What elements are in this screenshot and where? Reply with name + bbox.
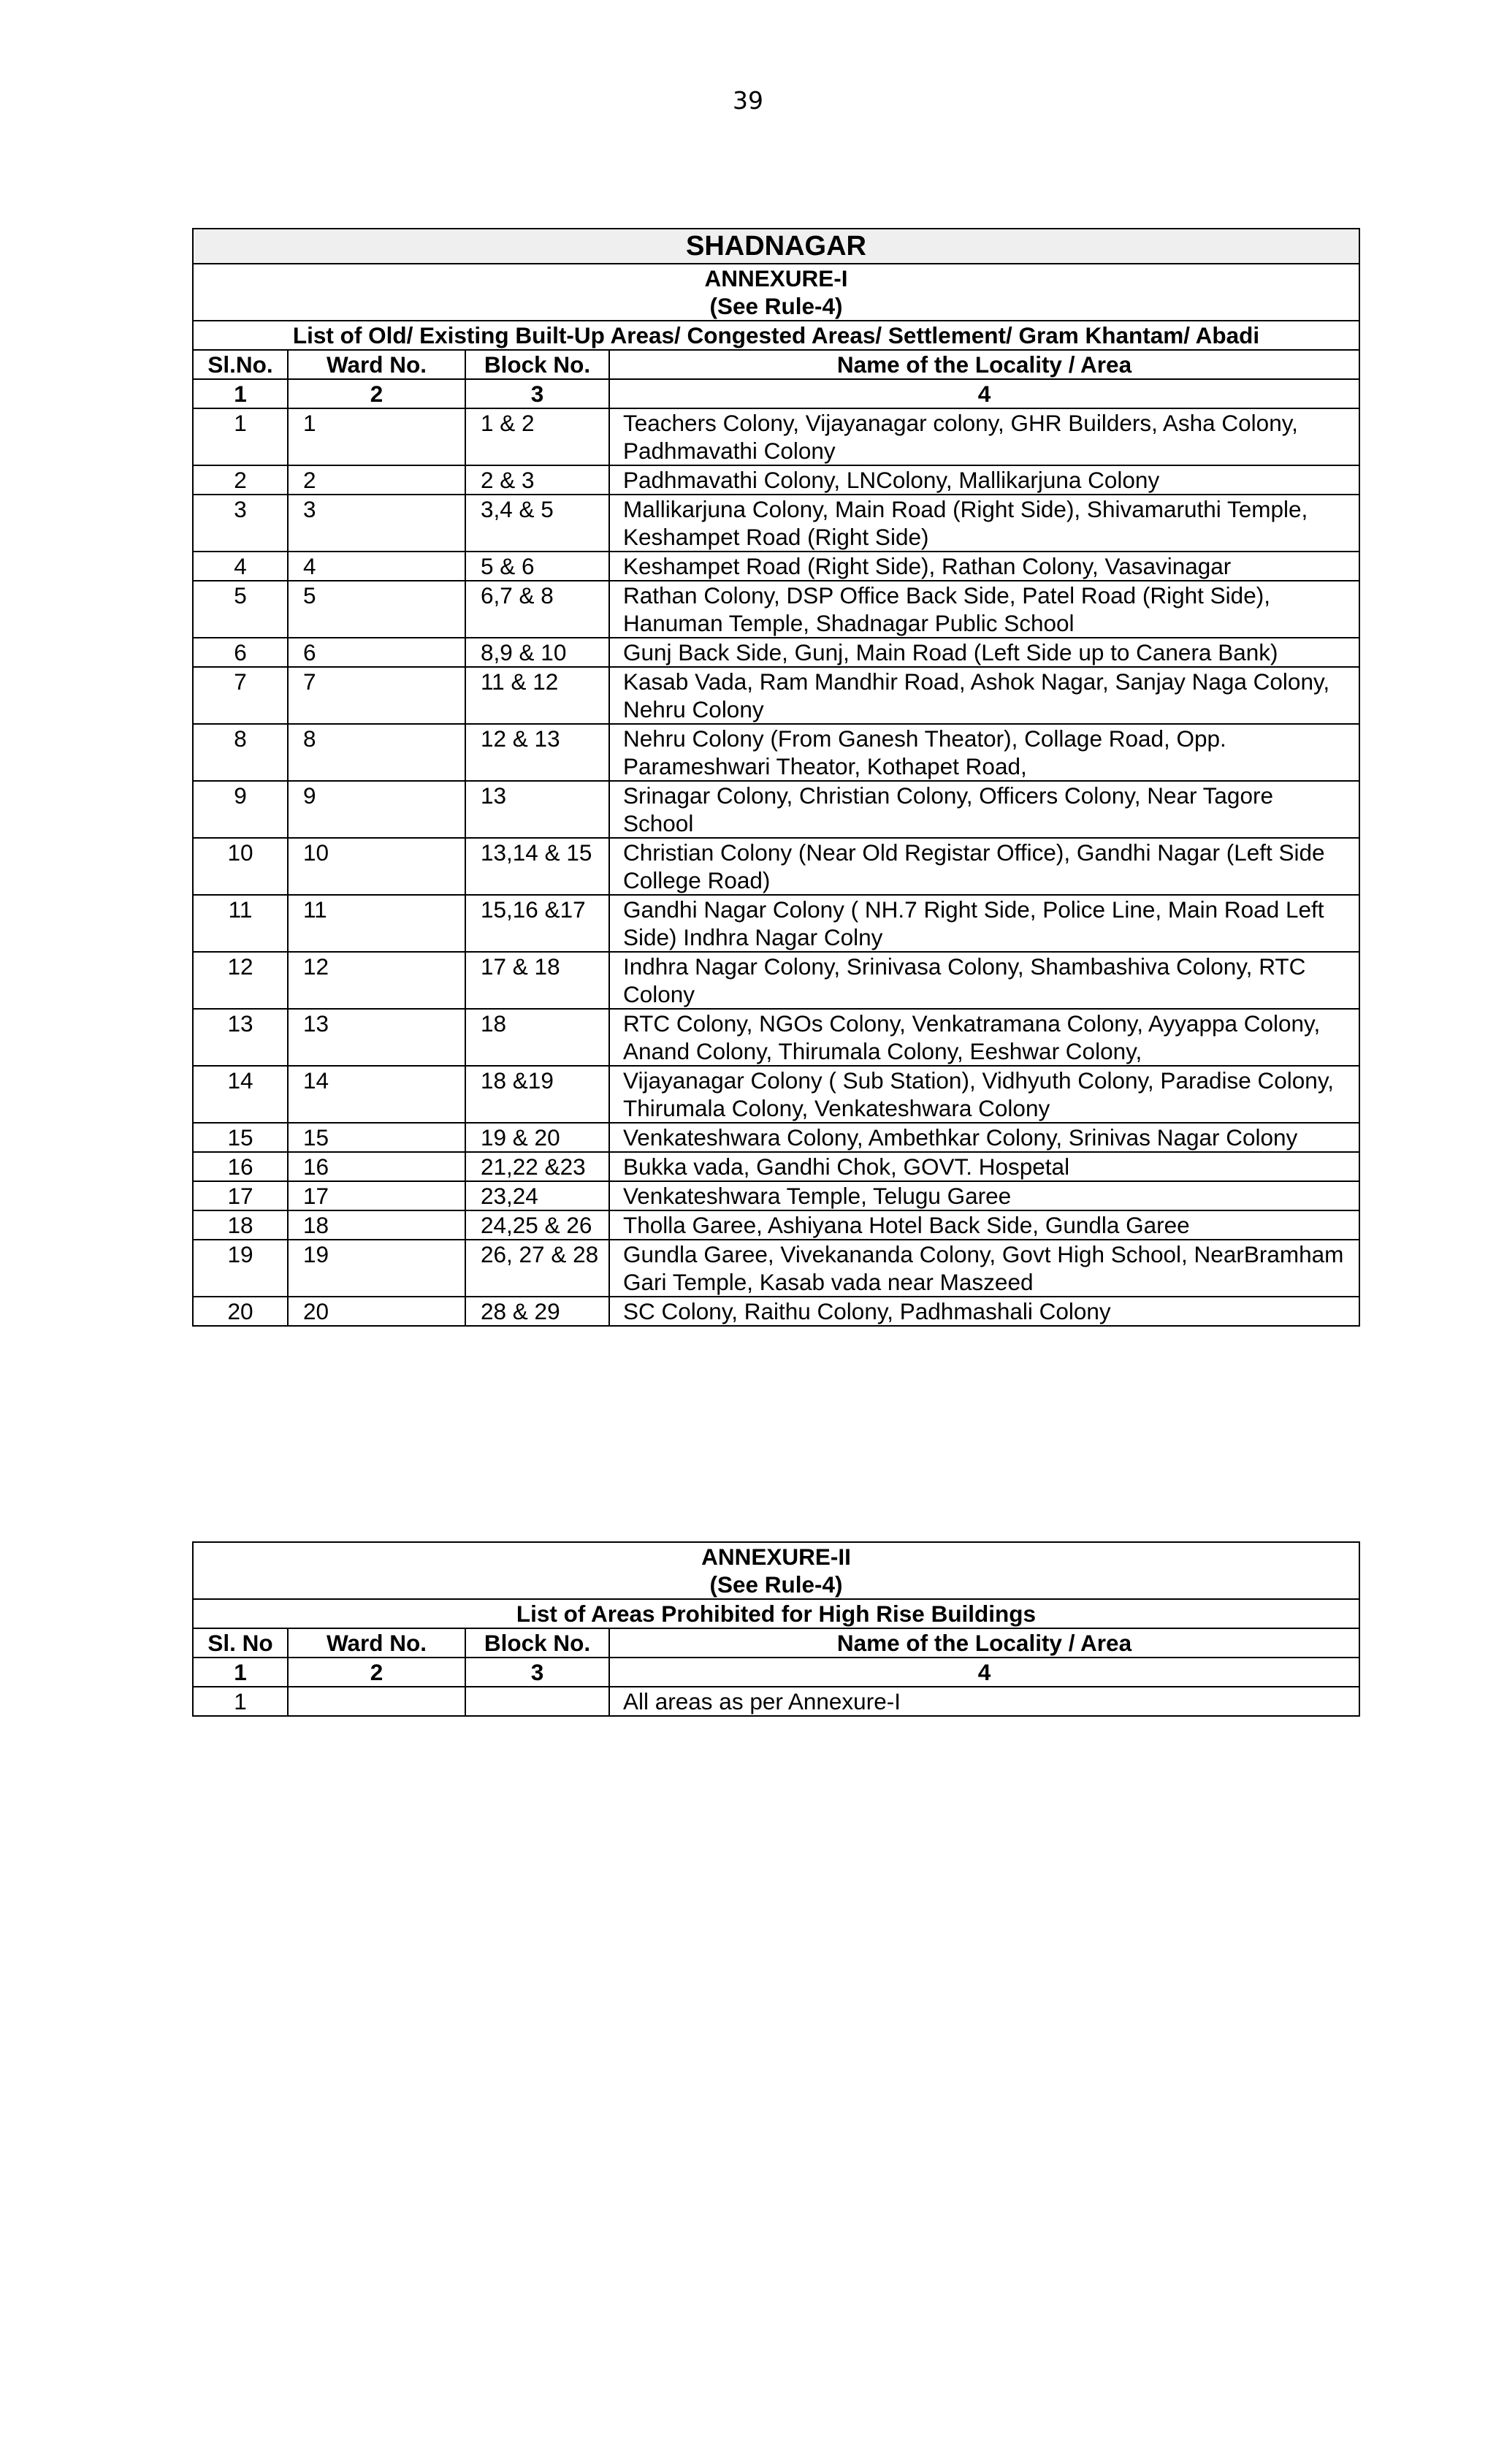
- sl-no-cell: 6: [193, 638, 288, 667]
- sl-no-cell: 15: [193, 1123, 288, 1152]
- table-row: [193, 667, 1359, 724]
- ward-no-cell: 3: [288, 495, 465, 552]
- ward-no-cell: 7: [288, 667, 465, 724]
- ward-no-cell: 8: [288, 724, 465, 781]
- header-ward-no: Ward No.: [288, 350, 465, 379]
- annexure-1-title: ANNEXURE-I: [704, 265, 848, 291]
- column-number: 4: [609, 1658, 1359, 1687]
- column-number: 3: [465, 379, 609, 408]
- annexure-2-header-row: [193, 1628, 1359, 1658]
- header-locality-name: Name of the Locality / Area: [609, 350, 1359, 379]
- table-row: [193, 1066, 1359, 1123]
- ward-no-cell: 2: [288, 465, 465, 495]
- sl-no-cell: 12: [193, 952, 288, 1009]
- table-row: [193, 952, 1359, 1009]
- sl-no-cell: 18: [193, 1210, 288, 1240]
- table-row: [193, 1123, 1359, 1152]
- locality-cell: Mallikarjuna Colony, Main Road (Right Side), Shivamaruthi Temple, Keshampet Road (Right Side): [609, 495, 1359, 552]
- table-row: [193, 638, 1359, 667]
- header-sl-no: Sl.No.: [193, 350, 288, 379]
- block-no-cell: 1 & 2: [465, 408, 609, 465]
- locality-cell: SC Colony, Raithu Colony, Padhmashali Colony: [609, 1297, 1359, 1326]
- ward-no-cell: 20: [288, 1297, 465, 1326]
- table-row: [193, 465, 1359, 495]
- sl-no-cell: 10: [193, 838, 288, 895]
- table-row: [193, 1687, 1359, 1716]
- locality-cell: Venkateshwara Temple, Telugu Garee: [609, 1181, 1359, 1210]
- annexure-1-rule: (See Rule-4): [709, 293, 843, 319]
- header-locality-name: Name of the Locality / Area: [609, 1628, 1359, 1658]
- header-sl-no: Sl. No: [193, 1628, 288, 1658]
- ward-no-cell: 18: [288, 1210, 465, 1240]
- sl-no-cell: 17: [193, 1181, 288, 1210]
- sl-no-cell: 2: [193, 465, 288, 495]
- column-number: 2: [288, 1658, 465, 1687]
- sl-no-cell: 8: [193, 724, 288, 781]
- locality-cell: Gunj Back Side, Gunj, Main Road (Left Side up to Canera Bank): [609, 638, 1359, 667]
- table-row: [193, 1210, 1359, 1240]
- sl-no-cell: 20: [193, 1297, 288, 1326]
- annexure-1-heading: [193, 264, 1359, 321]
- block-no-cell: 3,4 & 5: [465, 495, 609, 552]
- locality-cell: Nehru Colony (From Ganesh Theator), Collage Road, Opp. Parameshwari Theator, Kothapet Road,: [609, 724, 1359, 781]
- block-no-cell: 2 & 3: [465, 465, 609, 495]
- block-no-cell: [465, 1687, 609, 1716]
- ward-no-cell: 4: [288, 552, 465, 581]
- ward-no-cell: 11: [288, 895, 465, 952]
- block-no-cell: 21,22 &23: [465, 1152, 609, 1181]
- annexure-2-column-number-row: [193, 1658, 1359, 1687]
- block-no-cell: 17 & 18: [465, 952, 609, 1009]
- sl-no-cell: 14: [193, 1066, 288, 1123]
- block-no-cell: 15,16 &17: [465, 895, 609, 952]
- annexure-2-title: ANNEXURE-II: [701, 1544, 851, 1570]
- header-block-no: Block No.: [465, 350, 609, 379]
- table-row: [193, 838, 1359, 895]
- sl-no-cell: 9: [193, 781, 288, 838]
- table-row: [193, 1009, 1359, 1066]
- table-row: [193, 552, 1359, 581]
- block-no-cell: 26, 27 & 28: [465, 1240, 609, 1297]
- locality-cell: Kasab Vada, Ram Mandhir Road, Ashok Nagar, Sanjay Naga Colony, Nehru Colony: [609, 667, 1359, 724]
- table-row: [193, 581, 1359, 638]
- locality-cell: Vijayanagar Colony ( Sub Station), Vidhyuth Colony, Paradise Colony, Thirumala Colony, Venkateshwara Colony: [609, 1066, 1359, 1123]
- sl-no-cell: 4: [193, 552, 288, 581]
- block-no-cell: 18: [465, 1009, 609, 1066]
- locality-cell: Padhmavathi Colony, LNColony, Mallikarjuna Colony: [609, 465, 1359, 495]
- table-row: [193, 1297, 1359, 1326]
- locality-cell: Indhra Nagar Colony, Srinivasa Colony, Shambashiva Colony, RTC Colony: [609, 952, 1359, 1009]
- annexure-2-table: [192, 1541, 1360, 1717]
- annexure-2-rule: (See Rule-4): [709, 1571, 843, 1598]
- locality-cell: All areas as per Annexure-I: [609, 1687, 1359, 1716]
- column-number: 2: [288, 379, 465, 408]
- table-row: [193, 408, 1359, 465]
- ward-no-cell: 15: [288, 1123, 465, 1152]
- block-no-cell: 28 & 29: [465, 1297, 609, 1326]
- ward-no-cell: 17: [288, 1181, 465, 1210]
- column-number: 4: [609, 379, 1359, 408]
- locality-cell: Christian Colony (Near Old Registar Office), Gandhi Nagar (Left Side College Road): [609, 838, 1359, 895]
- table-row: [193, 1181, 1359, 1210]
- ward-no-cell: 16: [288, 1152, 465, 1181]
- sl-no-cell: 7: [193, 667, 288, 724]
- page-number: 39: [733, 86, 763, 115]
- ward-no-cell: [288, 1687, 465, 1716]
- sl-no-cell: 3: [193, 495, 288, 552]
- locality-cell: Keshampet Road (Right Side), Rathan Colony, Vasavinagar: [609, 552, 1359, 581]
- annexure-2-heading: [193, 1542, 1359, 1599]
- column-number: 1: [193, 1658, 288, 1687]
- locality-cell: Tholla Garee, Ashiyana Hotel Back Side, Gundla Garee: [609, 1210, 1359, 1240]
- column-number: 3: [465, 1658, 609, 1687]
- city-title: SHADNAGAR: [193, 229, 1359, 264]
- annexure-1-column-number-row: [193, 379, 1359, 408]
- annexure-1-table: [192, 228, 1360, 1327]
- sl-no-cell: 1: [193, 408, 288, 465]
- block-no-cell: 19 & 20: [465, 1123, 609, 1152]
- sl-no-cell: 16: [193, 1152, 288, 1181]
- block-no-cell: 18 &19: [465, 1066, 609, 1123]
- annexure-1-header-row: [193, 350, 1359, 379]
- ward-no-cell: 1: [288, 408, 465, 465]
- locality-cell: Gundla Garee, Vivekananda Colony, Govt High School, NearBramham Gari Temple, Kasab vada near Maszeed: [609, 1240, 1359, 1297]
- table-row: [193, 781, 1359, 838]
- table-row: [193, 895, 1359, 952]
- locality-cell: Gandhi Nagar Colony ( NH.7 Right Side, Police Line, Main Road Left Side) Indhra Nagar Colny: [609, 895, 1359, 952]
- locality-cell: Teachers Colony, Vijayanagar colony, GHR Builders, Asha Colony, Padhmavathi Colony: [609, 408, 1359, 465]
- sl-no-cell: 1: [193, 1687, 288, 1716]
- block-no-cell: 11 & 12: [465, 667, 609, 724]
- block-no-cell: 23,24: [465, 1181, 609, 1210]
- header-block-no: Block No.: [465, 1628, 609, 1658]
- locality-cell: Rathan Colony, DSP Office Back Side, Patel Road (Right Side), Hanuman Temple, Shadnagar Public School: [609, 581, 1359, 638]
- block-no-cell: 8,9 & 10: [465, 638, 609, 667]
- block-no-cell: 13,14 & 15: [465, 838, 609, 895]
- ward-no-cell: 19: [288, 1240, 465, 1297]
- locality-cell: Srinagar Colony, Christian Colony, Officers Colony, Near Tagore School: [609, 781, 1359, 838]
- block-no-cell: 12 & 13: [465, 724, 609, 781]
- ward-no-cell: 14: [288, 1066, 465, 1123]
- sl-no-cell: 19: [193, 1240, 288, 1297]
- ward-no-cell: 12: [288, 952, 465, 1009]
- table-row: [193, 724, 1359, 781]
- annexure-2-list-title: List of Areas Prohibited for High Rise Buildings: [193, 1599, 1359, 1628]
- table-row: [193, 1240, 1359, 1297]
- ward-no-cell: 10: [288, 838, 465, 895]
- sl-no-cell: 13: [193, 1009, 288, 1066]
- block-no-cell: 5 & 6: [465, 552, 609, 581]
- ward-no-cell: 5: [288, 581, 465, 638]
- table-row: [193, 495, 1359, 552]
- block-no-cell: 24,25 & 26: [465, 1210, 609, 1240]
- locality-cell: RTC Colony, NGOs Colony, Venkatramana Colony, Ayyappa Colony, Anand Colony, Thirumala Colony, Eeshwar Colony,: [609, 1009, 1359, 1066]
- locality-cell: Venkateshwara Colony, Ambethkar Colony, Srinivas Nagar Colony: [609, 1123, 1359, 1152]
- locality-cell: Bukka vada, Gandhi Chok, GOVT. Hospetal: [609, 1152, 1359, 1181]
- block-no-cell: 13: [465, 781, 609, 838]
- ward-no-cell: 13: [288, 1009, 465, 1066]
- header-ward-no: Ward No.: [288, 1628, 465, 1658]
- ward-no-cell: 6: [288, 638, 465, 667]
- table-row: [193, 1152, 1359, 1181]
- ward-no-cell: 9: [288, 781, 465, 838]
- column-number: 1: [193, 379, 288, 408]
- annexure-1-list-title: List of Old/ Existing Built-Up Areas/ Congested Areas/ Settlement/ Gram Khantam/ Abadi: [193, 321, 1359, 350]
- sl-no-cell: 5: [193, 581, 288, 638]
- sl-no-cell: 11: [193, 895, 288, 952]
- block-no-cell: 6,7 & 8: [465, 581, 609, 638]
